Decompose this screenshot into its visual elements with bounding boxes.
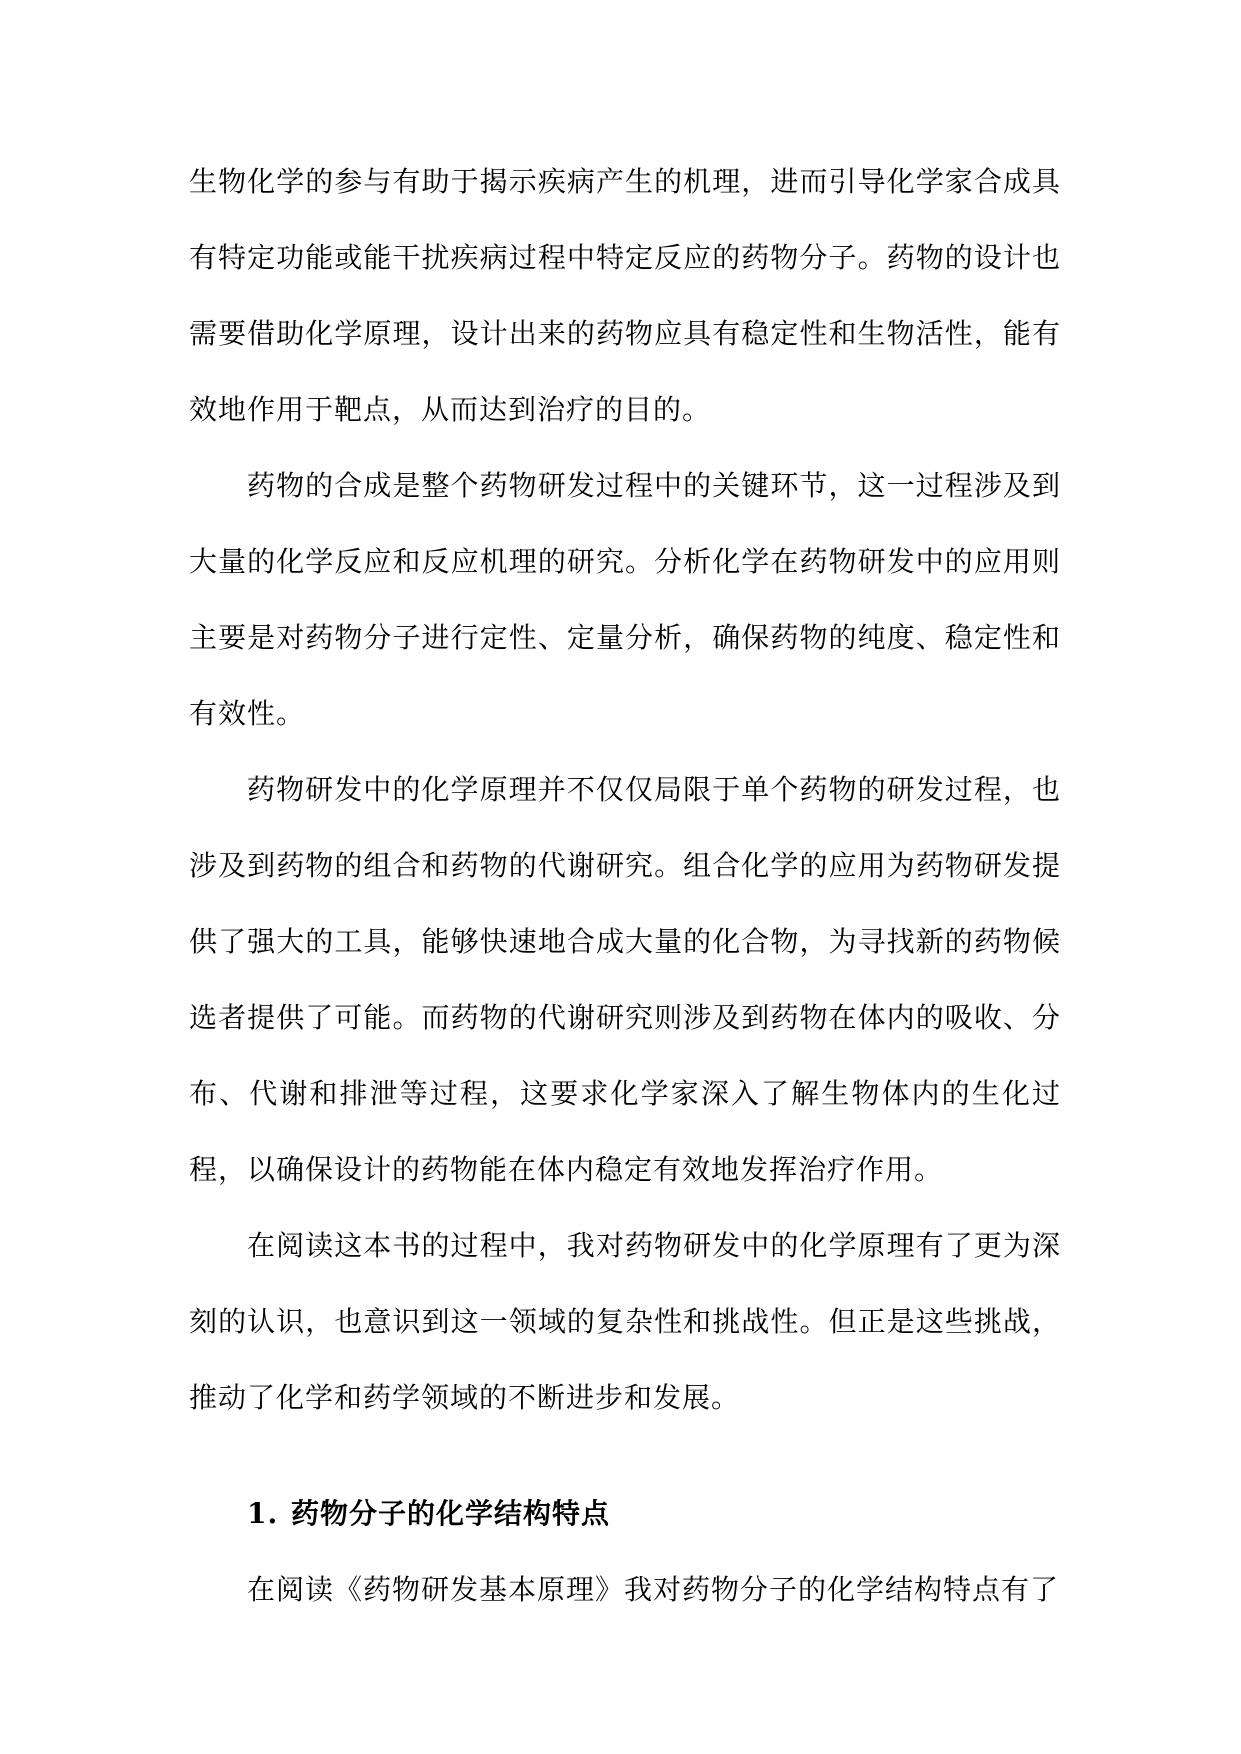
section-title: 药物分子的化学结构特点 xyxy=(291,1497,611,1530)
paragraph-5: 在阅读《药物研发基本原理》我对药物分子的化学结构特点有了 xyxy=(247,1573,1060,1606)
paragraph-3: 药物研发中的化学原理并不仅仅局限于单个药物的研发过程，也涉及到药物的组合和药物的代谢研究。组合化学的应用为药物研发提供了强大的工具，能够快速地合成大量的化合物，为寻找新的药物候选者提供了可能。而药物的代谢研究则涉及到药物在体内的吸收、分布、代谢和排泄等过程，这要求化学家深入了解生物体内的生化过程，以确保设计的药物能在体内稳定有效地发挥治疗作用。 xyxy=(189,773,1061,1186)
paragraph-4: 在阅读这本书的过程中，我对药物研发中的化学原理有了更为深刻的认识，也意识到这一领域的复杂性和挑战性。但正是这些挑战，推动了化学和药学领域的不断进步和发展。 xyxy=(189,1229,1061,1414)
section-heading xyxy=(189,1476,1061,1552)
document-body xyxy=(189,144,1061,1628)
paragraph-2: 药物的合成是整个药物研发过程中的关键环节，这一过程涉及到大量的化学反应和反应机理的研究。分析化学在药物研发中的应用则主要是对药物分子进行定性、定量分析，确保药物的纯度、稳定性和有效性。 xyxy=(189,469,1061,730)
section-number: 1. xyxy=(247,1497,279,1530)
paragraph-1: 生物化学的参与有助于揭示疾病产生的机理，进而引导化学家合成具有特定功能或能干扰疾病过程中特定反应的药物分子。药物的设计也需要借助化学原理，设计出来的药物应具有稳定性和生物活性，能有效地作用于靶点，从而达到治疗的目的。 xyxy=(189,165,1061,426)
